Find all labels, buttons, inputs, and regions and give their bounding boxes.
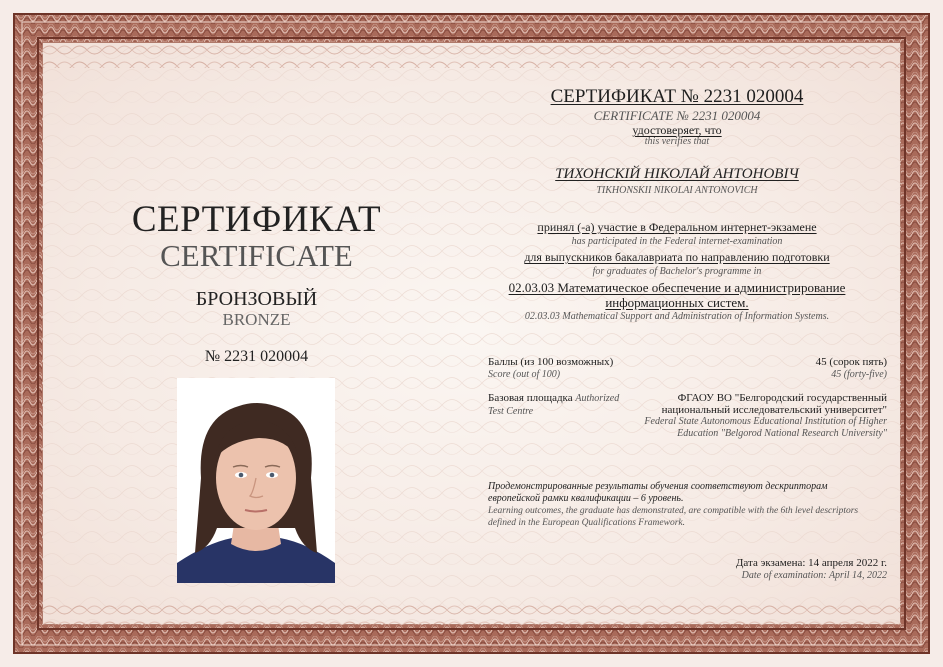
verifies-text-en: this verifies that (644, 136, 710, 147)
programme-line-1: 02.03.03 Математическое обеспечение и администрирование (508, 280, 846, 295)
holder-name: ТИХОНСКІЙ НІКОЛАЙ АНТОНОВІЧ (555, 166, 799, 182)
participation-text: принял (-а) участие в Федеральном интернет-экзамене (537, 220, 817, 234)
programme-line-2: информационных систем. (605, 295, 749, 310)
score-value: 45 (сорок пять) (815, 356, 887, 368)
centre-value-en-1: Federal State Autonomous Educational Institution of Higher (644, 416, 887, 427)
outcomes-en-line-1: Learning outcomes, the graduate has demonstrated, are compatible with the 6th level descriptors (488, 506, 859, 516)
centre-value-2: национальный исследовательский университет" (661, 404, 887, 416)
left-title-en: CERTIFICATE (160, 238, 353, 273)
exam-date: Дата экзамена: 14 апреля 2022 г. (735, 557, 887, 569)
centre-label-en-1: Authorized (575, 393, 620, 404)
outcomes-line-2: европейской рамки квалификации – 6 уровень. (488, 493, 684, 504)
left-title: СЕРТИФИКАТ (131, 199, 382, 240)
centre-label-en-2: Test Centre (488, 406, 534, 417)
centre-value-1: ФГАОУ ВО "Белгородский государственный (677, 392, 887, 404)
holder-photo (177, 378, 335, 583)
centre-label-ru: Базовая площадка (488, 392, 573, 404)
certificate-body (42, 42, 901, 625)
score-label-en: Score (out of 100) (488, 369, 561, 380)
right-title: СЕРТИФИКАТ № 2231 020004 (550, 86, 804, 107)
right-title-en: CERTIFICATE № 2231 020004 (593, 108, 761, 123)
level-label: БРОНЗОВЫЙ (195, 288, 318, 310)
participation-text-en: has participated in the Federal internet-examination (571, 236, 783, 247)
programme-text-en: 02.03.03 Mathematical Support and Administration of Information Systems. (524, 311, 830, 322)
left-certificate-number: № 2231 020004 (204, 348, 309, 365)
score-value-en: 45 (forty-five) (831, 369, 887, 380)
centre-label (488, 392, 619, 404)
graduates-text: для выпускников бакалавриата по направлению подготовки (524, 250, 830, 264)
graduates-text-en: for graduates of Bachelor's programme in (592, 266, 762, 277)
verifies-text: удостоверяет, что (632, 123, 722, 137)
exam-date-en: Date of examination: April 14, 2022 (741, 570, 887, 581)
centre-value-en-2: Education "Belgorod National Research University" (677, 428, 887, 439)
outcomes-line-1: Продемонстрированные результаты обучения соответствуют дескрипторам (488, 481, 828, 492)
level-label-en: BRONZE (222, 310, 291, 329)
holder-name-en: TIKHONSKII NIKOLAI ANTONOVICH (596, 185, 758, 196)
outcomes-en-line-2: defined in the European Qualifications Framework. (488, 518, 686, 528)
score-label: Баллы (из 100 возможных) (488, 356, 614, 368)
